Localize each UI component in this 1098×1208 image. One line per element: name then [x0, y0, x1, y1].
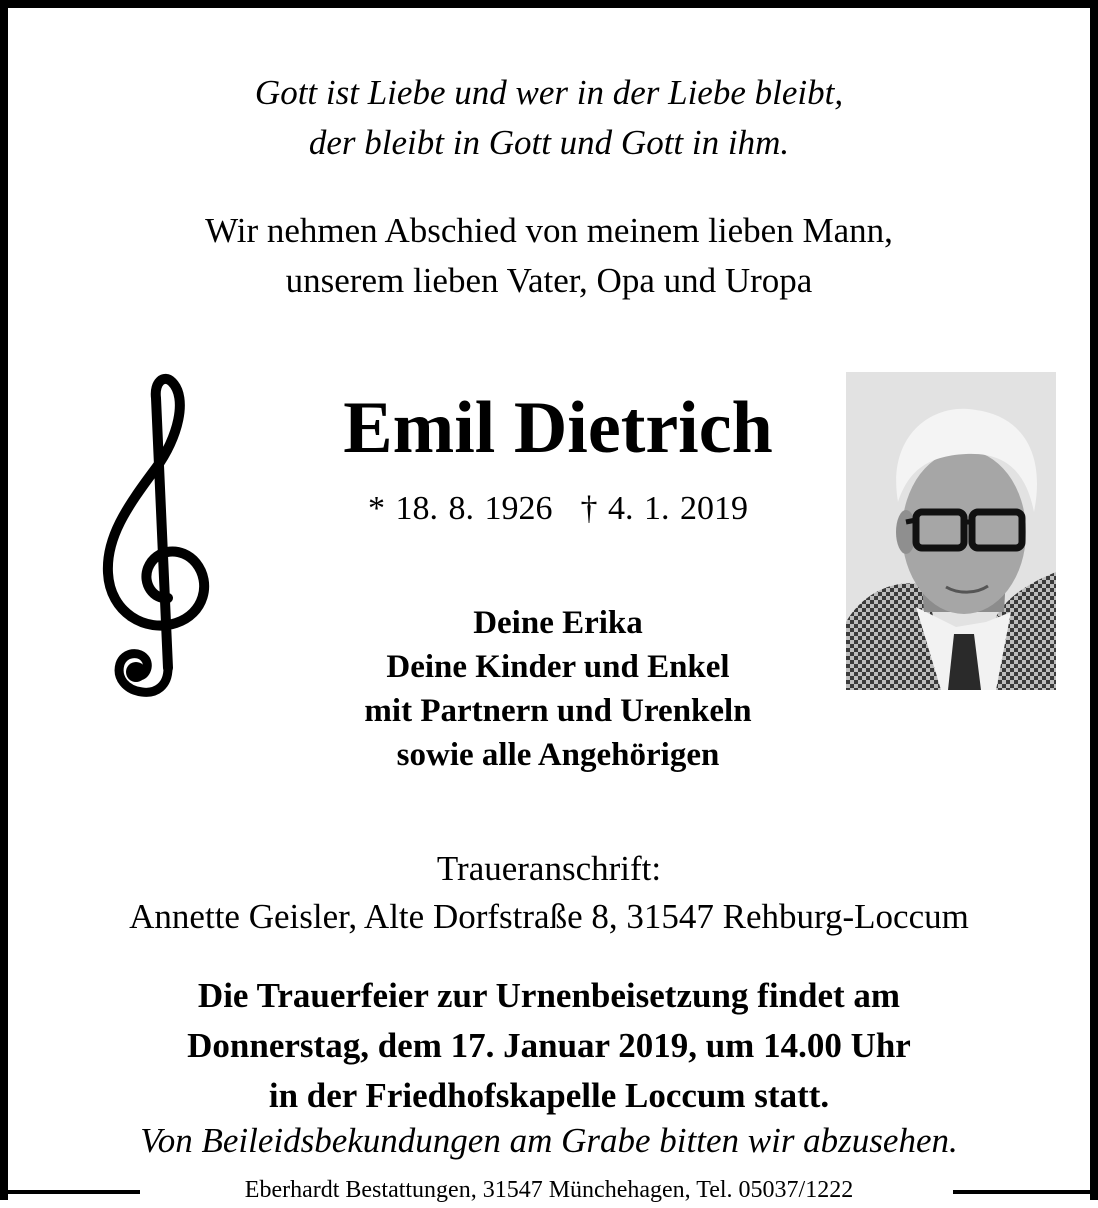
intro-line-1: Wir nehmen Abschied von meinem lieben Mann,: [205, 211, 893, 250]
verse-line-1: Gott ist Liebe und wer in der Liebe bleibt,: [254, 73, 844, 112]
mourner-line-4: sowie alle Angehörigen: [396, 737, 720, 773]
life-dates: [158, 484, 958, 534]
intro-line-2: unserem lieben Vater, Opa und Uropa: [285, 261, 813, 300]
address-label: Traueranschrift:: [436, 849, 662, 888]
mourner-line-2: Deine Kinder und Enkel: [386, 649, 730, 685]
verse-line-2: der bleibt in Gott und Gott in ihm.: [308, 123, 790, 162]
ceremony-info: [8, 971, 1090, 1121]
mourning-address: [8, 845, 1090, 941]
deceased-name: Emil Dietrich: [343, 387, 773, 469]
funeral-home-footer: Eberhardt Bestattungen, 31547 Münchehagen, Tel. 05037/1222: [244, 1177, 854, 1203]
mourners-list: [158, 601, 958, 777]
birth-date: * 18. 8. 1926: [368, 490, 553, 527]
mourner-line-1: Deine Erika: [473, 605, 643, 641]
mourner-line-3: mit Partnern und Urenkeln: [364, 693, 752, 729]
ceremony-line-2: Donnerstag, dem 17. Januar 2019, um 14.00 Uhr: [187, 1026, 911, 1065]
address-value: Annette Geisler, Alte Dorfstraße 8, 31547 Rehburg-Loccum: [129, 897, 969, 936]
closing-note: Von Beileidsbekundungen am Grabe bitten wir abzusehen.: [140, 1121, 958, 1160]
ceremony-line-3: in der Friedhofskapelle Loccum statt.: [268, 1076, 830, 1115]
death-date: † 4. 1. 2019: [580, 490, 748, 527]
bible-verse: [8, 68, 1090, 168]
ceremony-line-1: Die Trauerfeier zur Urnenbeisetzung findet am: [197, 976, 901, 1015]
farewell-intro: [8, 206, 1090, 306]
